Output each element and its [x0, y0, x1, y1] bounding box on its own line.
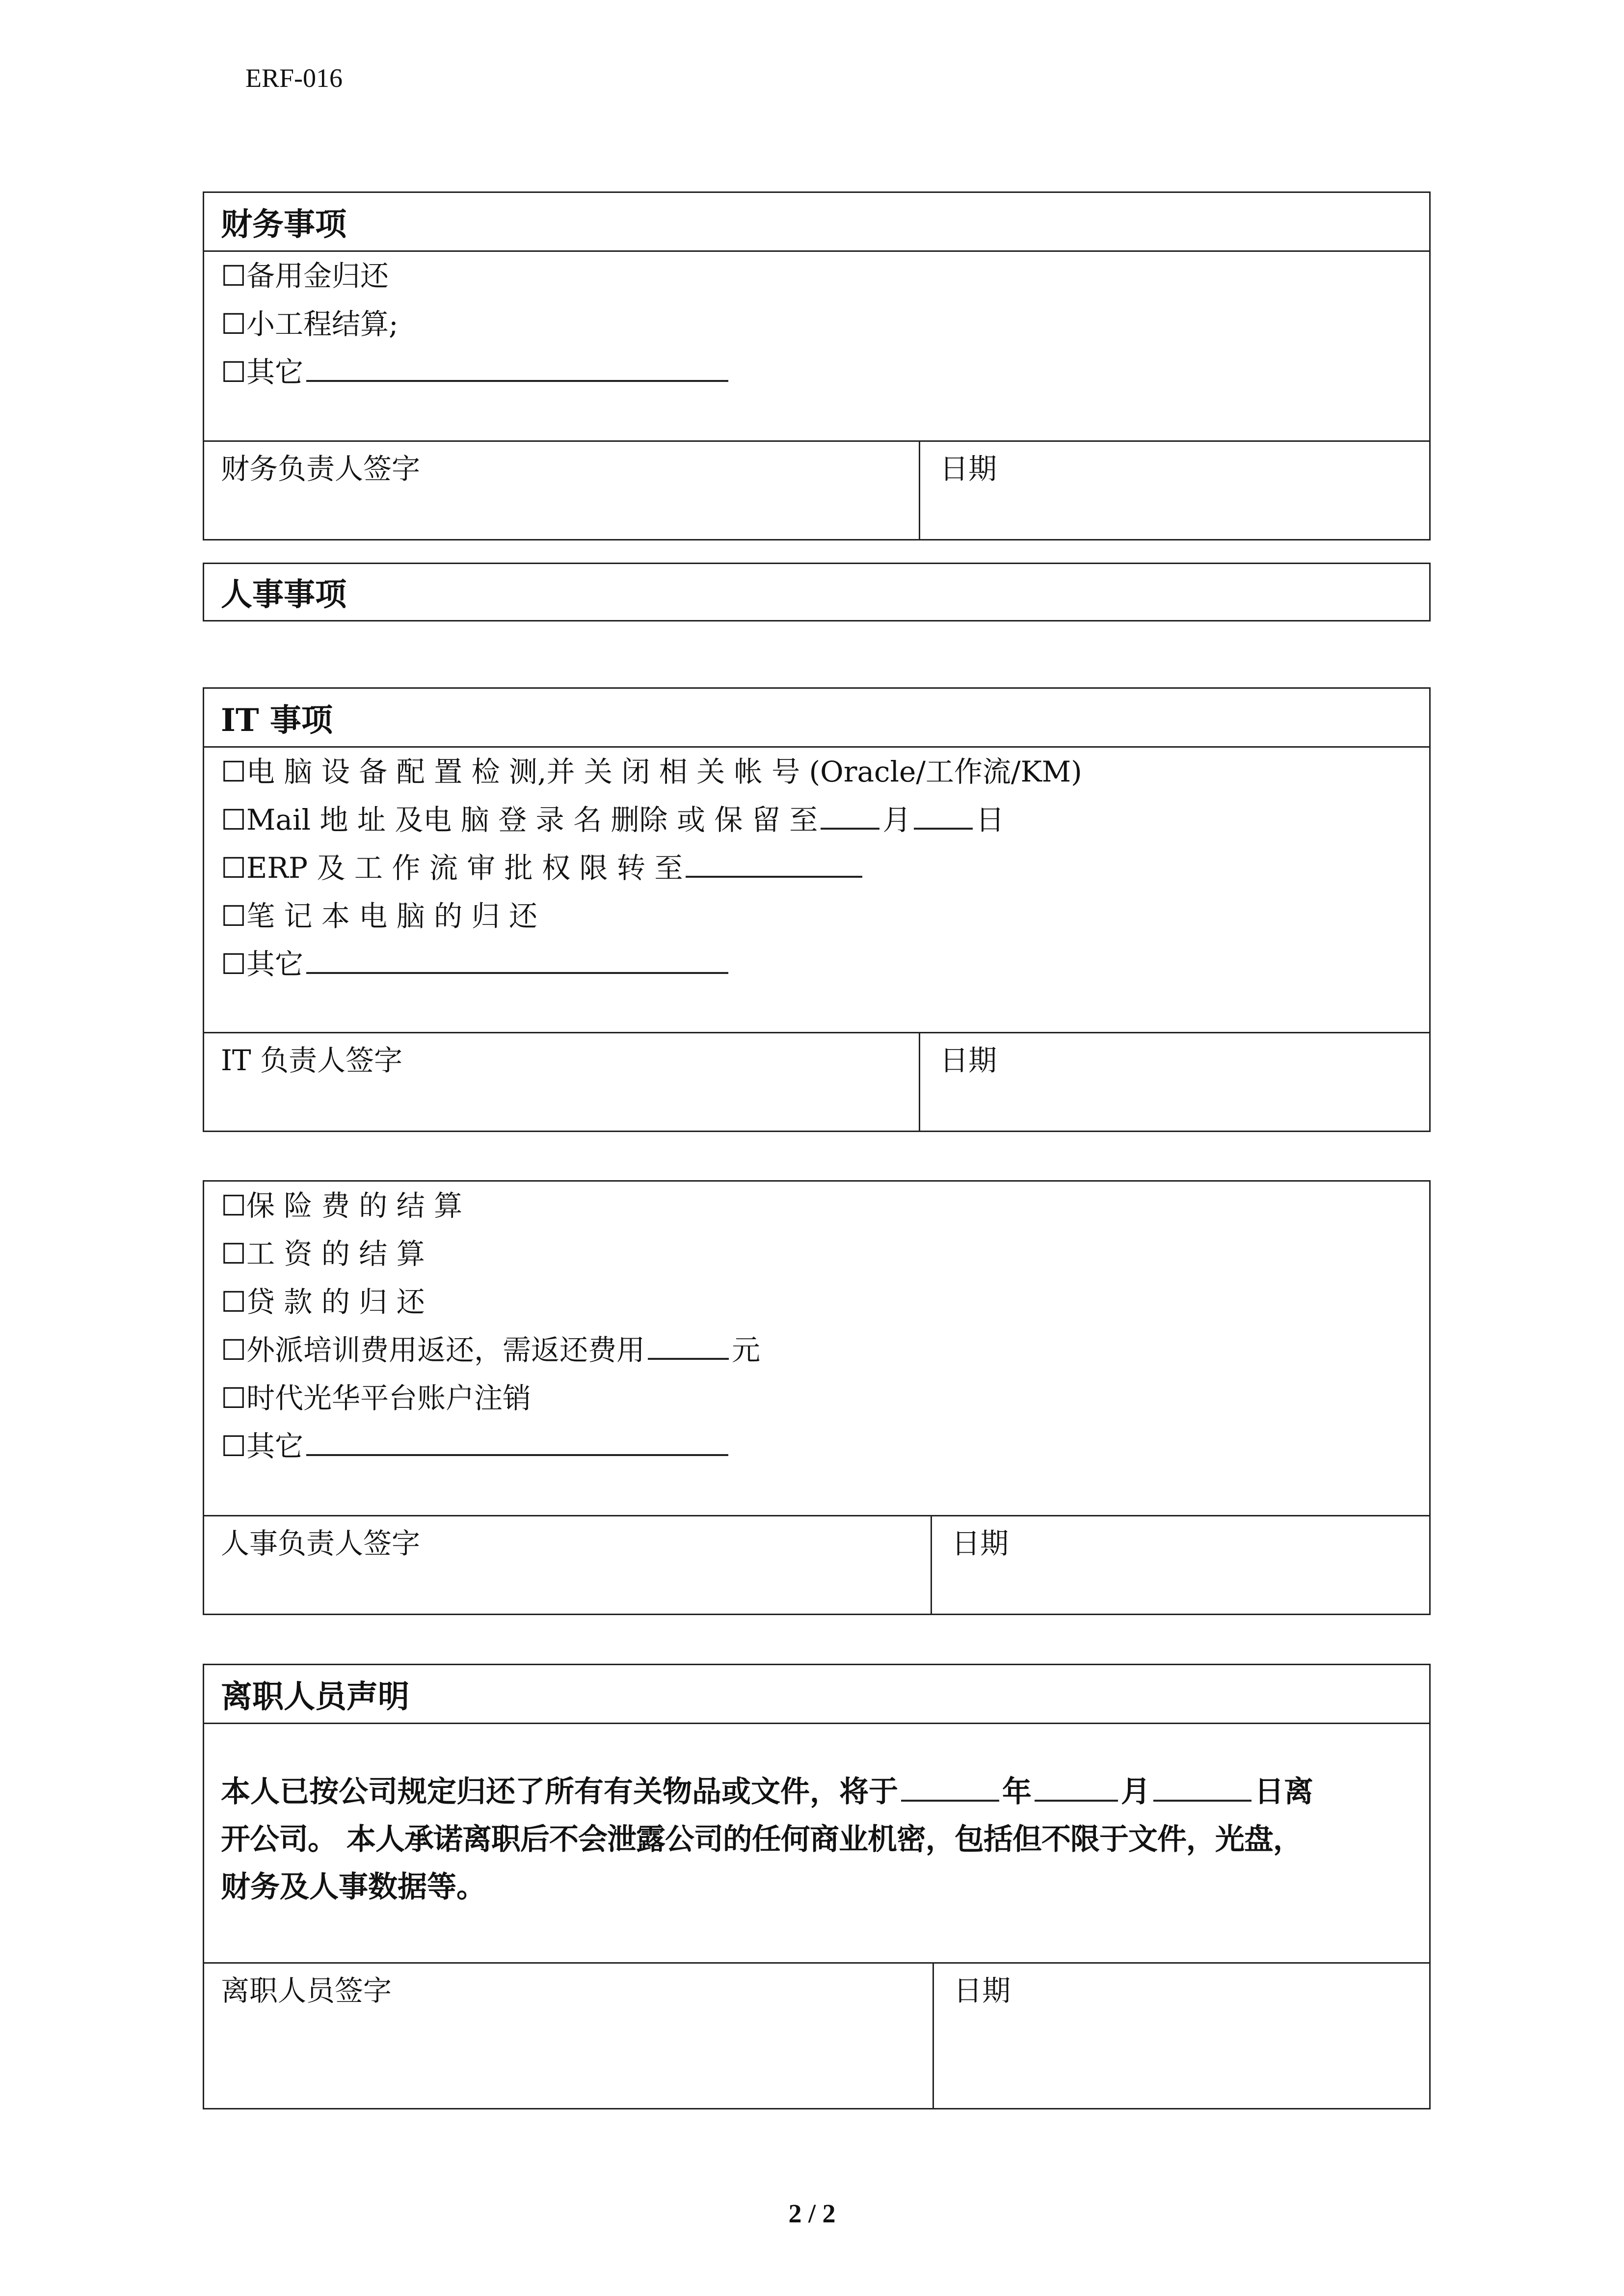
- hr-training-unit: 元: [732, 1333, 761, 1367]
- hr-item-other[interactable]: [221, 1423, 731, 1464]
- statement-day-label: 日离: [1254, 1775, 1313, 1809]
- it-sign-cell[interactable]: [204, 1033, 919, 1131]
- it-item-equipment-check[interactable]: ☐电 脑 设 备 配 置 检 测,并 关 闭 相 关 帐 号 (Oracle/工作流/KM): [221, 755, 1082, 788]
- hr-item-training-refund[interactable]: [221, 1327, 760, 1368]
- finance-item-other-label: ☐其它: [221, 355, 303, 389]
- statement-line-1: [221, 1768, 1423, 1816]
- finance-sign-label: 财务负责人签字: [221, 452, 421, 486]
- finance-date-label: 日期: [940, 452, 997, 486]
- hr-training-amount-blank[interactable]: [648, 1333, 729, 1360]
- it-item-mail-label: ☐Mail 地 址 及电 脑 登 录 名 删除 或 保 留 至: [221, 803, 818, 837]
- it-item-laptop-return[interactable]: ☐笔 记 本 电 脑 的 归 还: [221, 899, 538, 933]
- it-item-erp-label: ☐ERP 及 工 作 流 审 批 权 限 转 至: [221, 851, 683, 885]
- it-day-label: 日: [976, 803, 1005, 837]
- hr-item-other-label: ☐其它: [221, 1430, 303, 1463]
- it-other-blank[interactable]: [306, 947, 728, 974]
- it-sign-row: [204, 1032, 1429, 1131]
- document-code: ERF-016: [245, 63, 343, 93]
- finance-item-project-settlement[interactable]: ☐小工程结算;: [221, 307, 399, 341]
- it-date-label: 日期: [940, 1044, 997, 1077]
- hr-training-label: ☐外派培训费用返还，需返还费用: [221, 1333, 645, 1367]
- it-mail-month-blank[interactable]: [821, 803, 879, 830]
- finance-title: 财务事项: [204, 193, 1429, 252]
- it-item-other-label: ☐其它: [221, 947, 303, 981]
- hr-date-label: 日期: [952, 1527, 1009, 1560]
- it-item-other[interactable]: [221, 941, 731, 982]
- page-number: 2 / 2: [788, 2199, 836, 2228]
- hr-other-blank[interactable]: [306, 1430, 728, 1456]
- statement-sign-cell[interactable]: [204, 1964, 932, 2108]
- hr-sign-cell[interactable]: [204, 1516, 931, 1614]
- it-title: IT 事项: [204, 689, 1429, 748]
- finance-sign-cell[interactable]: [204, 442, 919, 539]
- it-month-label: 月: [882, 803, 911, 837]
- statement-month-label: 月: [1121, 1775, 1150, 1809]
- statement-sign-label: 离职人员签字: [221, 1974, 392, 2007]
- statement-text: [221, 1768, 1423, 1911]
- statement-year-label: 年: [1002, 1775, 1032, 1809]
- hr-item-insurance[interactable]: ☐保 险 费 的 结 算: [221, 1189, 463, 1222]
- statement-day-blank[interactable]: [1153, 1775, 1251, 1802]
- hr-items-section: [203, 1180, 1431, 1615]
- finance-item-petty-cash[interactable]: ☐备用金归还: [221, 259, 389, 293]
- hr-sign-label: 人事负责人签字: [221, 1527, 421, 1560]
- hr-date-cell[interactable]: [931, 1516, 1429, 1614]
- hr-title: 人事事项: [221, 576, 346, 613]
- it-mail-day-blank[interactable]: [914, 803, 973, 830]
- it-item-mail-retention[interactable]: [221, 797, 1004, 838]
- finance-item-other[interactable]: [221, 349, 731, 390]
- finance-sign-row: [204, 440, 1429, 539]
- it-item-erp-transfer[interactable]: [221, 845, 865, 886]
- hr-header-section: [203, 563, 1431, 621]
- it-erp-blank[interactable]: [686, 851, 862, 878]
- it-section: [203, 687, 1431, 1132]
- hr-item-loan[interactable]: ☐贷 款 的 归 还: [221, 1285, 425, 1319]
- finance-section: [203, 191, 1431, 540]
- statement-line-2: 开公司。 本人承诺离职后不会泄露公司的任何商业机密，包括但不限于文件，光盘，: [221, 1822, 1302, 1857]
- hr-item-platform-cancel[interactable]: ☐时代光华平台账户注销: [221, 1381, 531, 1415]
- it-sign-label: IT 负责人签字: [221, 1044, 403, 1077]
- hr-item-salary[interactable]: ☐工 资 的 结 算: [221, 1237, 425, 1270]
- statement-date-label: 日期: [954, 1974, 1011, 2007]
- statement-sign-row: [204, 1962, 1429, 2108]
- statement-title: 离职人员声明: [204, 1665, 1429, 1724]
- hr-sign-row: [204, 1515, 1429, 1614]
- statement-line-3: 财务及人事数据等。: [221, 1870, 486, 1904]
- finance-date-cell[interactable]: [919, 442, 1429, 539]
- finance-other-blank[interactable]: [306, 355, 728, 382]
- statement-line1-text: 本人已按公司规定归还了所有有关物品或文件，将于: [221, 1775, 898, 1809]
- statement-date-cell[interactable]: [932, 1964, 1429, 2108]
- statement-month-blank[interactable]: [1035, 1775, 1118, 1802]
- it-date-cell[interactable]: [919, 1033, 1429, 1131]
- statement-section: [203, 1664, 1431, 2109]
- statement-year-blank[interactable]: [901, 1775, 999, 1802]
